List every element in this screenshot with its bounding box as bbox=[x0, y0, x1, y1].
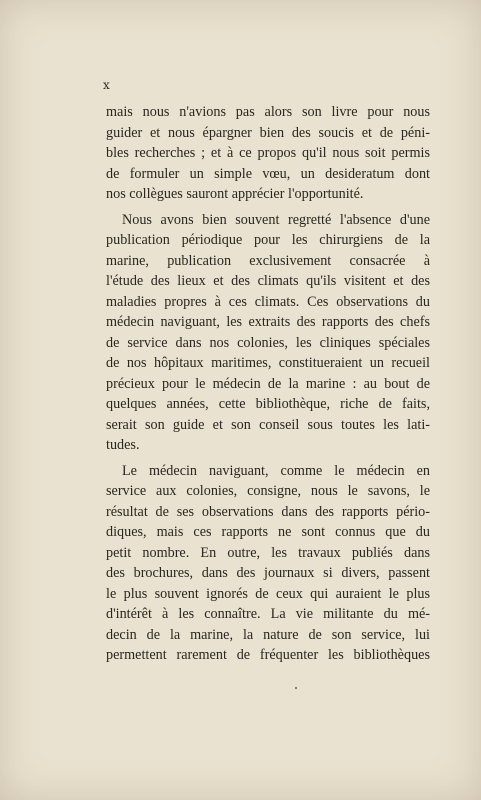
paragraph-3 bbox=[106, 461, 430, 666]
text-line: de formuler un simple vœu, un desideratum dont bbox=[106, 165, 430, 182]
text-line: guider et nous épargner bien des soucis et de péni- bbox=[106, 124, 430, 141]
text-line: de nos hôpitaux maritimes, constitueraient un recueil bbox=[106, 355, 430, 371]
text-line: le plus souvent ignorés de ceux qui auraient le plus bbox=[106, 585, 430, 602]
text-line: publication périodique pour les chirurgiens de la bbox=[106, 232, 430, 248]
text-line: decin de la marine, la nature de son service, lui bbox=[106, 626, 430, 643]
text-line: tudes. bbox=[106, 437, 140, 453]
paragraph-1 bbox=[106, 102, 430, 205]
text-line: maladies propres à ces climats. Ces observations du bbox=[106, 293, 430, 310]
body-text bbox=[106, 102, 430, 666]
text-line: service aux colonies, consigne, nous le savons, le bbox=[106, 483, 430, 499]
text-line: résultat de ses observations dans des rapports pério- bbox=[106, 503, 430, 520]
page-number: x bbox=[103, 78, 110, 92]
text-line: des brochures, dans des journaux si divers, passent bbox=[106, 565, 430, 581]
text-line: marine, publication exclusivement consacrée à bbox=[106, 252, 430, 269]
text-line: de service dans nos colonies, les cliniques spéciales bbox=[106, 334, 430, 351]
text-line: nos collègues sauront apprécier l'opportunité. bbox=[106, 186, 364, 202]
text-line: permettent rarement de fréquenter les bibliothèques bbox=[106, 647, 430, 663]
paragraph-2 bbox=[106, 210, 430, 456]
text-line: Le médecin naviguant, comme le médecin en bbox=[122, 462, 430, 479]
text-line: l'étude des lieux et des climats qu'ils visitent et des bbox=[106, 273, 430, 289]
text-line: médecin naviguant, les extraits des rapports des chefs bbox=[106, 314, 430, 330]
text-line: Nous avons bien souvent regretté l'absence d'une bbox=[122, 211, 430, 228]
text-line: mais nous n'avions pas alors son livre pour nous bbox=[106, 104, 430, 120]
text-line: serait son guide et son conseil sous toutes les lati- bbox=[106, 416, 430, 433]
text-line: diques, mais ces rapports ne sont connus que du bbox=[106, 524, 430, 540]
text-line: bles recherches ; et à ce propos qu'il nous soit permis bbox=[106, 145, 430, 161]
text-line: quelques années, cette bibliothèque, riche de faits, bbox=[106, 396, 430, 412]
text-line: petit nombre. En outre, les travaux publiés dans bbox=[106, 544, 430, 561]
text-line: précieux pour le médecin de la marine : au bout de bbox=[106, 375, 430, 392]
text-line: d'intérêt à les connaître. La vie militante du mé- bbox=[106, 606, 430, 622]
ink-speck bbox=[295, 687, 297, 689]
